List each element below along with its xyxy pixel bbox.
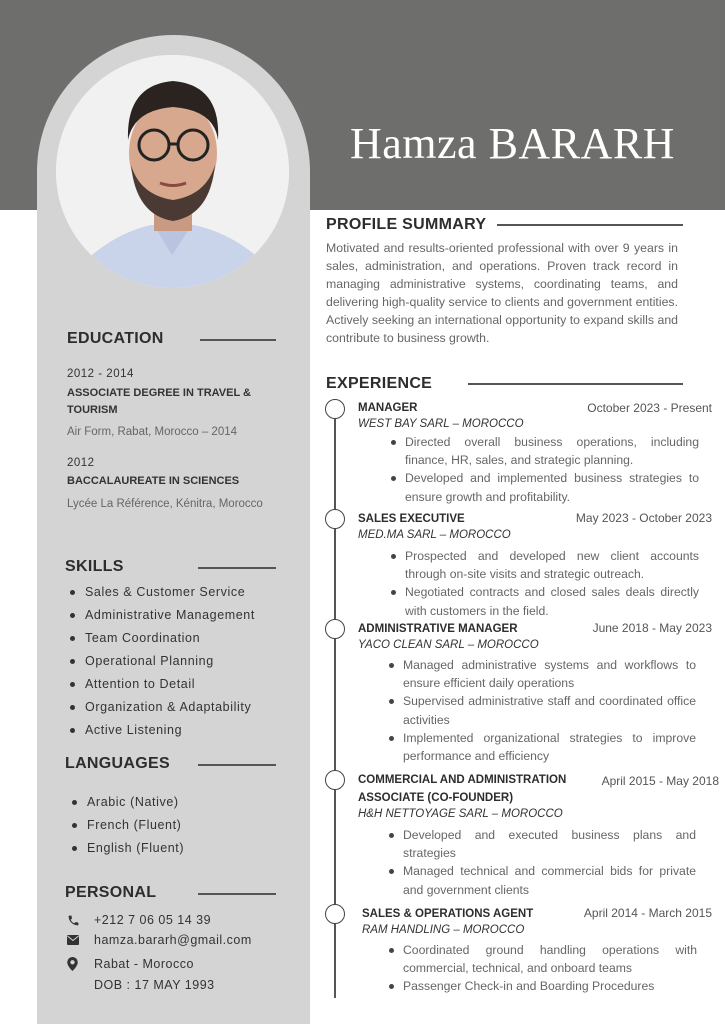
job-company: RAM HANDLING – MOROCCO — [362, 924, 525, 936]
education-place: Air Form, Rabat, Morocco – 2014 — [67, 426, 238, 438]
job-bullet: Passenger Check-in and Boarding Procedures — [403, 977, 697, 995]
skill-item: Administrative Management — [65, 607, 255, 630]
languages-divider — [198, 764, 276, 766]
skills-heading: SKILLS — [65, 558, 124, 575]
job-bullets — [403, 941, 697, 996]
dob-text: DOB : 17 MAY 1993 — [94, 978, 215, 992]
job-date: May 2023 - October 2023 — [575, 511, 712, 525]
phone-icon — [67, 914, 94, 927]
timeline-dot — [325, 509, 345, 529]
envelope-icon — [67, 935, 94, 945]
education-years: 2012 - 2014 — [67, 368, 134, 380]
job-date: June 2018 - May 2023 — [592, 621, 712, 635]
personal-heading: PERSONAL — [65, 884, 157, 901]
job-bullet: Negotiated contracts and closed sales deals directly with customers in the field. — [405, 583, 699, 619]
skill-item: Team Coordination — [65, 630, 255, 653]
job-date: April 2015 - May 2018 — [601, 774, 719, 788]
phone-row — [67, 913, 211, 927]
profile-summary-divider — [497, 224, 683, 226]
email-row — [67, 933, 252, 947]
experience-divider — [468, 383, 683, 385]
phone-text: +212 7 06 05 14 39 — [94, 913, 212, 927]
profile-summary-heading: PROFILE SUMMARY — [326, 216, 487, 233]
profile-photo — [56, 55, 289, 288]
education-years: 2012 — [67, 457, 95, 469]
job-title: ADMINISTRATIVE MANAGER — [358, 623, 518, 635]
job-bullet: Implemented organizational strategies to improve performance and efficiency — [403, 729, 696, 765]
job-bullet: Coordinated ground handling operations with commercial, technical, and onboard teams — [403, 941, 697, 977]
job-bullet: Directed overall business operations, including finance, HR, sales, and strategic planning. — [405, 433, 699, 469]
job-bullet: Developed and implemented business strategies to ensure growth and profitability. — [405, 469, 699, 505]
job-date: October 2023 - Present — [587, 401, 712, 415]
location-pin-icon — [67, 957, 94, 971]
job-bullets — [405, 547, 699, 620]
full-name: Hamza BARARH — [350, 119, 675, 168]
language-item: French (Fluent) — [67, 817, 184, 840]
experience-heading: EXPERIENCE — [326, 375, 433, 392]
personal-divider — [198, 893, 276, 895]
job-company: WEST BAY SARL – MOROCCO — [358, 418, 524, 430]
job-title: MANAGER — [358, 402, 418, 414]
job-bullet: Managed technical and commercial bids for private and government clients — [403, 862, 696, 898]
job-title: SALES & OPERATIONS AGENT — [362, 908, 534, 920]
education-degree: ASSOCIATE DEGREE IN TRAVEL & TOURISM — [67, 387, 251, 416]
job-company: MED.MA SARL – MOROCCO — [358, 529, 511, 541]
location-text: Rabat - Morocco — [94, 957, 194, 971]
job-company: YACO CLEAN SARL – MOROCCO — [358, 639, 539, 651]
education-degree: BACCALAUREATE IN SCIENCES — [67, 475, 240, 487]
job-title: COMMERCIAL AND ADMINISTRATION ASSOCIATE (CO-FOUNDER) — [358, 774, 567, 804]
job-title: SALES EXECUTIVE — [358, 513, 465, 525]
skills-divider — [198, 567, 276, 569]
job-company: H&H NETTOYAGE SARL – MOROCCO — [358, 808, 563, 820]
skills-list — [65, 584, 255, 745]
skill-item: Attention to Detail — [65, 676, 255, 699]
language-item: English (Fluent) — [67, 840, 184, 863]
job-bullet: Prospected and developed new client accounts through on-site visits and strategic outreach. — [405, 547, 699, 583]
language-item: Arabic (Native) — [67, 794, 184, 817]
skill-item: Active Listening — [65, 722, 255, 745]
timeline-dot — [325, 904, 345, 924]
profile-summary-text: Motivated and results-oriented professional with over 9 years in sales, administration, and operations. Proven track record in managing administrative systems, coordinating teams, and delivering high-quality service to clients and government entities. Actively seeking an international opportunity to expand skills and contribute to business growth. — [326, 241, 678, 345]
location-row — [67, 957, 194, 971]
job-bullets — [403, 826, 696, 899]
skill-item: Organization & Adaptability — [65, 699, 255, 722]
timeline-dot — [325, 399, 345, 419]
timeline-dot — [325, 619, 345, 639]
job-bullets — [405, 433, 699, 506]
dob-row — [94, 978, 215, 992]
skill-item: Operational Planning — [65, 653, 255, 676]
education-place: Lycée La Référence, Kénitra, Morocco — [67, 498, 263, 510]
skill-item: Sales & Customer Service — [65, 584, 255, 607]
timeline-dot — [325, 770, 345, 790]
education-heading: EDUCATION — [67, 330, 164, 347]
education-divider — [200, 339, 276, 341]
email-text[interactable]: hamza.bararh@gmail.com — [94, 933, 252, 947]
job-bullet: Managed administrative systems and workflows to ensure efficient daily operations — [403, 656, 696, 692]
job-bullet: Supervised administrative staff and coordinated office activities — [403, 692, 696, 728]
languages-list — [67, 794, 184, 863]
job-bullet: Developed and executed business plans and strategies — [403, 826, 696, 862]
job-date: April 2014 - March 2015 — [583, 906, 712, 920]
job-bullets — [403, 656, 696, 765]
languages-heading: LANGUAGES — [65, 755, 170, 772]
